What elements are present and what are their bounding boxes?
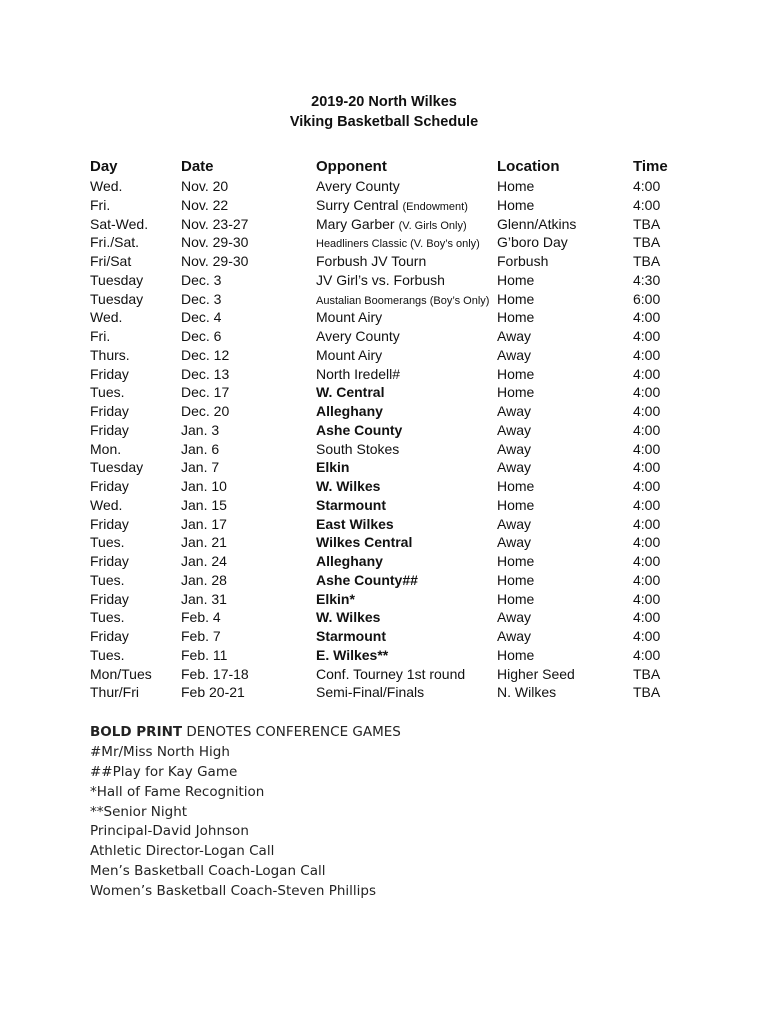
game-location: Away bbox=[497, 346, 531, 363]
game-opponent bbox=[316, 252, 426, 271]
game-time: 4:00 bbox=[633, 196, 661, 213]
table-row bbox=[0, 177, 768, 196]
document-title bbox=[0, 92, 768, 132]
game-date: Feb. 17-18 bbox=[181, 665, 249, 682]
game-location: Home bbox=[497, 271, 535, 288]
game-location: Away bbox=[497, 440, 531, 457]
game-location: Home bbox=[497, 571, 535, 588]
game-day: Tuesday bbox=[90, 271, 144, 288]
game-date: Jan. 15 bbox=[181, 496, 227, 513]
game-date: Dec. 20 bbox=[181, 403, 230, 419]
game-day: Wed. bbox=[90, 309, 123, 326]
table-row bbox=[0, 346, 768, 365]
opponent-name: Starmount bbox=[316, 496, 386, 513]
game-location: Home bbox=[497, 196, 535, 213]
game-location: Glenn/Atkins bbox=[497, 215, 577, 232]
game-location: Forbush bbox=[497, 253, 549, 269]
opponent-name: Avery County bbox=[316, 328, 400, 344]
game-time: TBA bbox=[633, 215, 661, 232]
game-day: Mon/Tues bbox=[90, 665, 152, 682]
table-row bbox=[0, 383, 768, 402]
game-time: 4:00 bbox=[633, 553, 661, 569]
table-row bbox=[0, 533, 768, 552]
legend-line: Men’s Basketball Coach-Logan Call bbox=[90, 863, 326, 880]
game-date: Dec. 6 bbox=[181, 328, 222, 344]
game-time: 4:00 bbox=[633, 646, 661, 663]
game-day: Friday bbox=[90, 628, 129, 644]
game-opponent bbox=[316, 477, 380, 496]
header-date: Date bbox=[181, 158, 214, 175]
game-opponent bbox=[316, 646, 388, 665]
opponent-name: Ashe County## bbox=[316, 571, 418, 588]
game-time: 4:00 bbox=[633, 365, 661, 382]
opponent-name: Alleghany bbox=[316, 553, 383, 569]
game-time: 4:00 bbox=[633, 609, 661, 626]
game-location: Home bbox=[497, 496, 535, 513]
game-time: TBA bbox=[633, 234, 661, 251]
opponent-name: Elkin* bbox=[316, 590, 355, 607]
game-time: 4:00 bbox=[633, 403, 661, 419]
opponent-name: East Wilkes bbox=[316, 515, 394, 532]
game-time: TBA bbox=[633, 253, 661, 269]
game-date: Jan. 28 bbox=[181, 571, 227, 588]
game-opponent bbox=[316, 196, 468, 217]
game-date: Feb. 7 bbox=[181, 628, 221, 644]
table-row bbox=[0, 683, 768, 702]
game-day: Friday bbox=[90, 515, 129, 532]
game-date: Jan. 24 bbox=[181, 553, 227, 569]
game-time: 4:00 bbox=[633, 628, 661, 644]
game-day: Tuesday bbox=[90, 290, 144, 307]
game-location: Away bbox=[497, 609, 531, 626]
game-opponent bbox=[316, 327, 400, 346]
game-opponent bbox=[316, 402, 383, 421]
game-date: Jan. 21 bbox=[181, 534, 227, 551]
game-opponent bbox=[316, 177, 400, 196]
opponent-name: Semi-Final/Finals bbox=[316, 684, 425, 701]
game-location: Home bbox=[497, 590, 535, 607]
opponent-name: Conf. Tourney 1st round bbox=[316, 665, 466, 682]
game-opponent bbox=[316, 308, 382, 327]
header-day: Day bbox=[90, 158, 118, 175]
game-day: Fri/Sat bbox=[90, 253, 132, 269]
game-location: N. Wilkes bbox=[497, 684, 557, 701]
table-row bbox=[0, 327, 768, 346]
opponent-name: Mount Airy bbox=[316, 309, 383, 326]
game-date: Dec. 12 bbox=[181, 346, 230, 363]
opponent-name: Mary Garber bbox=[316, 215, 395, 232]
game-opponent bbox=[316, 421, 402, 440]
game-opponent bbox=[316, 271, 445, 290]
table-row bbox=[0, 365, 768, 384]
game-location: Home bbox=[497, 309, 535, 326]
game-date: Jan. 3 bbox=[181, 421, 220, 438]
game-time: 4:30 bbox=[633, 271, 661, 288]
game-date: Jan. 10 bbox=[181, 478, 227, 494]
game-day: Fri. bbox=[90, 328, 111, 344]
game-time: 4:00 bbox=[633, 178, 661, 194]
game-opponent bbox=[316, 608, 380, 627]
opponent-note: (V. Girls Only) bbox=[398, 219, 467, 232]
opponent-name: W. Wilkes bbox=[316, 609, 381, 626]
table-row bbox=[0, 665, 768, 684]
opponent-name: Avery County bbox=[316, 178, 400, 194]
opponent-name: Ashe County bbox=[316, 421, 403, 438]
game-location: Away bbox=[497, 403, 531, 419]
game-opponent bbox=[316, 383, 384, 402]
schedule-table bbox=[0, 156, 768, 702]
game-opponent bbox=[316, 215, 467, 236]
game-time: 4:00 bbox=[633, 496, 661, 513]
table-row bbox=[0, 571, 768, 590]
game-location: Home bbox=[497, 384, 535, 401]
game-date: Nov. 29-30 bbox=[181, 253, 249, 269]
game-day: Friday bbox=[90, 365, 129, 382]
game-opponent bbox=[316, 665, 465, 684]
table-header bbox=[0, 156, 768, 177]
game-time: 4:00 bbox=[633, 459, 661, 476]
table-row bbox=[0, 496, 768, 515]
game-opponent bbox=[316, 533, 412, 552]
game-time: 6:00 bbox=[633, 290, 661, 307]
opponent-note: (Endowment) bbox=[402, 200, 468, 213]
table-row bbox=[0, 608, 768, 627]
game-day: Friday bbox=[90, 590, 129, 607]
table-row bbox=[0, 440, 768, 459]
game-location: Home bbox=[497, 365, 535, 382]
game-location: Away bbox=[497, 515, 531, 532]
table-row bbox=[0, 402, 768, 421]
game-location: G’boro Day bbox=[497, 234, 568, 251]
game-time: 4:00 bbox=[633, 346, 661, 363]
legend-line: Principal-David Johnson bbox=[90, 823, 249, 840]
opponent-name: North Iredell# bbox=[316, 365, 401, 382]
game-day: Tuesday bbox=[90, 459, 144, 476]
game-time: 4:00 bbox=[633, 328, 661, 344]
opponent-name: Starmount bbox=[316, 628, 386, 644]
game-opponent bbox=[316, 496, 386, 515]
table-row bbox=[0, 215, 768, 234]
game-day: Wed. bbox=[90, 178, 123, 194]
opponent-note: Austalian Boomerangs (Boy’s Only) bbox=[316, 294, 490, 307]
game-opponent bbox=[316, 627, 386, 646]
game-opponent bbox=[316, 365, 400, 384]
header-opponent: Opponent bbox=[316, 158, 387, 175]
legend-notes bbox=[90, 723, 401, 902]
table-row bbox=[0, 290, 768, 309]
table-row bbox=[0, 233, 768, 252]
game-time: 4:00 bbox=[633, 384, 661, 401]
game-opponent bbox=[316, 683, 424, 702]
game-opponent bbox=[316, 515, 394, 534]
game-date: Dec. 3 bbox=[181, 290, 222, 307]
table-row bbox=[0, 271, 768, 290]
game-date: Nov. 23-27 bbox=[181, 215, 249, 232]
game-day: Friday bbox=[90, 478, 129, 494]
game-date: Jan. 7 bbox=[181, 459, 220, 476]
game-location: Home bbox=[497, 553, 535, 569]
table-row bbox=[0, 477, 768, 496]
opponent-name: South Stokes bbox=[316, 440, 400, 457]
legend-bold-note bbox=[90, 723, 401, 743]
table-row bbox=[0, 590, 768, 609]
game-date: Dec. 17 bbox=[181, 384, 230, 401]
game-day: Friday bbox=[90, 553, 129, 569]
game-day: Friday bbox=[90, 421, 129, 438]
opponent-name: E. Wilkes** bbox=[316, 646, 389, 663]
table-row bbox=[0, 421, 768, 440]
game-opponent bbox=[316, 290, 489, 311]
bold-print-rest: DENOTES CONFERENCE GAMES bbox=[182, 724, 401, 740]
game-time: 4:00 bbox=[633, 421, 661, 438]
game-time: 4:00 bbox=[633, 478, 661, 494]
game-location: Away bbox=[497, 628, 531, 644]
table-row bbox=[0, 627, 768, 646]
table-row bbox=[0, 252, 768, 271]
opponent-name: Forbush JV Tourn bbox=[316, 253, 427, 269]
game-opponent bbox=[316, 590, 355, 609]
opponent-name: W. Central bbox=[316, 384, 385, 401]
game-location: Away bbox=[497, 459, 531, 476]
game-date: Dec. 13 bbox=[181, 365, 230, 382]
legend-line: Women’s Basketball Coach-Steven Phillips bbox=[90, 883, 377, 900]
game-opponent bbox=[316, 440, 399, 459]
game-day: Tues. bbox=[90, 384, 125, 401]
table-row bbox=[0, 515, 768, 534]
game-day: Fri. bbox=[90, 196, 111, 213]
game-time: TBA bbox=[633, 665, 661, 682]
legend-line: #Mr/Miss North High bbox=[90, 743, 230, 760]
legend-line: Athletic Director-Logan Call bbox=[90, 843, 275, 860]
game-location: Away bbox=[497, 534, 531, 551]
game-location: Home bbox=[497, 478, 535, 494]
game-location: Away bbox=[497, 421, 531, 438]
opponent-note: Headliners Classic (V. Boy’s only) bbox=[316, 238, 480, 251]
game-location: Home bbox=[497, 290, 535, 307]
game-date: Jan. 6 bbox=[181, 440, 220, 457]
opponent-name: Mount Airy bbox=[316, 346, 383, 363]
game-time: 4:00 bbox=[633, 515, 661, 532]
game-day: Thur/Fri bbox=[90, 684, 139, 701]
game-day: Tues. bbox=[90, 646, 125, 663]
game-date: Jan. 17 bbox=[181, 515, 227, 532]
game-date: Nov. 20 bbox=[181, 178, 229, 194]
game-location: Home bbox=[497, 178, 535, 194]
legend-line: **Senior Night bbox=[90, 803, 188, 820]
game-day: Thurs. bbox=[90, 346, 130, 363]
opponent-name: Elkin bbox=[316, 459, 350, 476]
game-date: Dec. 4 bbox=[181, 309, 222, 326]
table-row bbox=[0, 308, 768, 327]
game-time: 4:00 bbox=[633, 571, 661, 588]
opponent-name: W. Wilkes bbox=[316, 478, 381, 494]
game-day: Tues. bbox=[90, 609, 125, 626]
header-time: Time bbox=[633, 158, 668, 175]
table-row bbox=[0, 458, 768, 477]
game-time: 4:00 bbox=[633, 440, 661, 457]
legend-line: ##Play for Kay Game bbox=[90, 763, 238, 780]
game-time: TBA bbox=[633, 684, 661, 701]
game-location: Away bbox=[497, 328, 531, 344]
game-day: Tues. bbox=[90, 571, 125, 588]
opponent-name: Surry Central bbox=[316, 196, 399, 213]
game-time: 4:00 bbox=[633, 534, 661, 551]
game-date: Feb 20-21 bbox=[181, 684, 245, 701]
game-day: Mon. bbox=[90, 440, 122, 457]
header-location: Location bbox=[497, 158, 560, 175]
table-row bbox=[0, 552, 768, 571]
game-opponent bbox=[316, 346, 382, 365]
opponent-name: Alleghany bbox=[316, 403, 383, 419]
game-date: Feb. 11 bbox=[181, 646, 228, 663]
game-date: Dec. 3 bbox=[181, 271, 222, 288]
game-opponent bbox=[316, 552, 383, 571]
table-row bbox=[0, 646, 768, 665]
game-opponent bbox=[316, 458, 349, 477]
game-date: Feb. 4 bbox=[181, 609, 221, 626]
title-line-2: Viking Basketball Schedule bbox=[289, 114, 479, 130]
game-time: 4:00 bbox=[633, 590, 661, 607]
game-location: Higher Seed bbox=[497, 665, 575, 682]
title-line-1: 2019-20 North Wilkes bbox=[311, 94, 457, 110]
bold-print-label: BOLD PRINT bbox=[90, 724, 183, 740]
game-date: Jan. 31 bbox=[181, 590, 227, 607]
game-location: Home bbox=[497, 646, 535, 663]
game-day: Tues. bbox=[90, 534, 125, 551]
game-day: Friday bbox=[90, 403, 129, 419]
game-opponent bbox=[316, 571, 418, 590]
game-opponent bbox=[316, 233, 480, 254]
opponent-name: JV Girl’s vs. Forbush bbox=[316, 271, 445, 288]
table-row bbox=[0, 196, 768, 215]
opponent-name: Wilkes Central bbox=[316, 534, 413, 551]
game-day: Sat-Wed. bbox=[90, 215, 149, 232]
game-date: Nov. 29-30 bbox=[181, 234, 249, 251]
game-day: Fri./Sat. bbox=[90, 234, 140, 251]
game-time: 4:00 bbox=[633, 309, 661, 326]
legend-line: *Hall of Fame Recognition bbox=[90, 783, 265, 800]
game-date: Nov. 22 bbox=[181, 196, 229, 213]
game-day: Wed. bbox=[90, 496, 123, 513]
